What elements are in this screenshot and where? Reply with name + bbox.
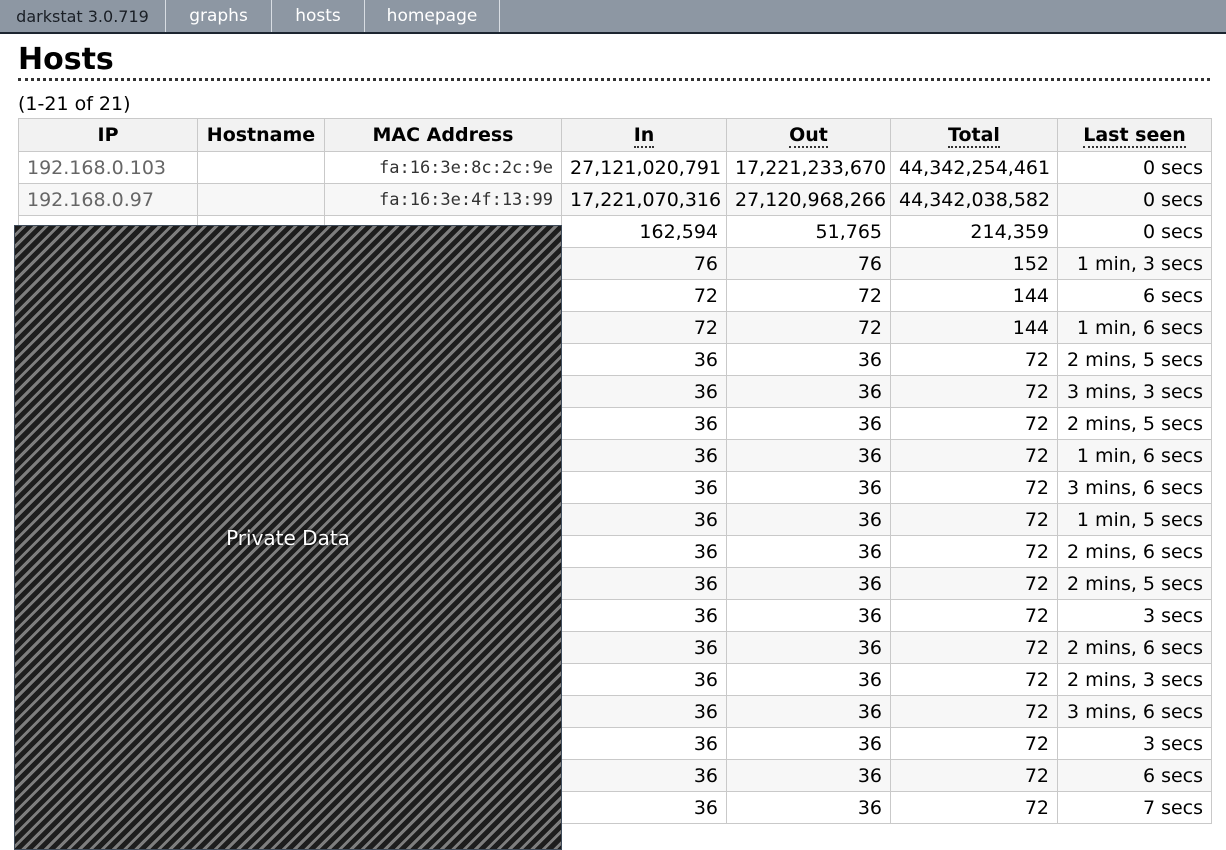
cell-last-seen: 3 mins, 3 secs: [1058, 376, 1212, 408]
cell-total: 72: [891, 760, 1058, 792]
nav-graphs-link[interactable]: graphs: [166, 0, 272, 32]
cell-total: 152: [891, 248, 1058, 280]
cell-last-seen: 0 secs: [1058, 216, 1212, 248]
cell-total: 72: [891, 376, 1058, 408]
cell-in: 36: [562, 760, 727, 792]
cell-last-seen: 6 secs: [1058, 760, 1212, 792]
cell-last-seen: 0 secs: [1058, 184, 1212, 216]
cell-total: 72: [891, 408, 1058, 440]
cell-in: 72: [562, 312, 727, 344]
cell-last-seen: 2 mins, 3 secs: [1058, 664, 1212, 696]
cell-total: 44,342,254,461: [891, 152, 1058, 184]
cell-last-seen: 2 mins, 5 secs: [1058, 344, 1212, 376]
cell-ip[interactable]: 192.168.0.97: [19, 184, 198, 216]
cell-in: 72: [562, 280, 727, 312]
cell-total: 214,359: [891, 216, 1058, 248]
redaction-label: Private Data: [226, 525, 350, 550]
title-divider: [18, 78, 1210, 81]
cell-last-seen: 7 secs: [1058, 792, 1212, 824]
column-header-last-seen: Last seen: [1083, 124, 1186, 146]
cell-out: 36: [727, 664, 891, 696]
cell-out: 36: [727, 728, 891, 760]
cell-out: 76: [727, 248, 891, 280]
column-header-total: Total: [948, 124, 1000, 146]
sort-by-last-seen-link[interactable]: [1058, 119, 1212, 152]
sort-by-out-link[interactable]: [727, 119, 891, 152]
cell-in: 17,221,070,316: [562, 184, 727, 216]
cell-out: 36: [727, 376, 891, 408]
cell-last-seen: 3 secs: [1058, 600, 1212, 632]
cell-in: 36: [562, 728, 727, 760]
cell-last-seen: 2 mins, 6 secs: [1058, 632, 1212, 664]
cell-in: 36: [562, 536, 727, 568]
cell-in: 162,594: [562, 216, 727, 248]
top-nav-bar: [0, 0, 1226, 34]
cell-in: 27,121,020,791: [562, 152, 727, 184]
nav-homepage-link[interactable]: homepage: [365, 0, 500, 32]
cell-last-seen: 3 mins, 6 secs: [1058, 472, 1212, 504]
cell-total: 72: [891, 472, 1058, 504]
table-row: [19, 152, 1212, 184]
cell-total: 72: [891, 440, 1058, 472]
cell-out: 72: [727, 280, 891, 312]
cell-out: 36: [727, 440, 891, 472]
cell-in: 36: [562, 440, 727, 472]
cell-last-seen: 1 min, 6 secs: [1058, 440, 1212, 472]
cell-out: 72: [727, 312, 891, 344]
cell-out: 36: [727, 568, 891, 600]
sort-by-in-link[interactable]: [562, 119, 727, 152]
cell-total: 72: [891, 344, 1058, 376]
cell-in: 36: [562, 472, 727, 504]
cell-out: 36: [727, 472, 891, 504]
cell-total: 72: [891, 536, 1058, 568]
cell-last-seen: 1 min, 3 secs: [1058, 248, 1212, 280]
cell-last-seen: 2 mins, 5 secs: [1058, 568, 1212, 600]
column-header-in: In: [633, 124, 655, 146]
cell-out: 27,120,968,266: [727, 184, 891, 216]
cell-last-seen: 3 secs: [1058, 728, 1212, 760]
cell-last-seen: 2 mins, 6 secs: [1058, 536, 1212, 568]
cell-last-seen: 3 mins, 6 secs: [1058, 696, 1212, 728]
cell-in: 36: [562, 408, 727, 440]
column-header-out: Out: [789, 124, 828, 146]
cell-mac: fa:16:3e:8c:2c:9e: [325, 152, 562, 184]
cell-in: 36: [562, 600, 727, 632]
cell-last-seen: 1 min, 5 secs: [1058, 504, 1212, 536]
column-header-mac: MAC Address: [325, 119, 562, 152]
cell-total: 144: [891, 312, 1058, 344]
cell-out: 36: [727, 504, 891, 536]
column-header-hostname: Hostname: [198, 119, 325, 152]
cell-total: 144: [891, 280, 1058, 312]
cell-out: 36: [727, 792, 891, 824]
cell-in: 36: [562, 664, 727, 696]
cell-in: 36: [562, 376, 727, 408]
table-header-row: [19, 119, 1212, 152]
page-title: Hosts: [18, 42, 114, 77]
cell-last-seen: 6 secs: [1058, 280, 1212, 312]
cell-in: 36: [562, 344, 727, 376]
cell-total: 72: [891, 568, 1058, 600]
cell-out: 36: [727, 632, 891, 664]
nav-brand-link[interactable]: darkstat 3.0.719: [0, 0, 166, 32]
cell-last-seen: 1 min, 6 secs: [1058, 312, 1212, 344]
cell-total: 72: [891, 696, 1058, 728]
cell-out: 36: [727, 696, 891, 728]
cell-in: 36: [562, 696, 727, 728]
cell-in: 36: [562, 504, 727, 536]
cell-total: 72: [891, 792, 1058, 824]
cell-total: 72: [891, 728, 1058, 760]
sort-by-total-link[interactable]: [891, 119, 1058, 152]
cell-out: 36: [727, 344, 891, 376]
cell-out: 17,221,233,670: [727, 152, 891, 184]
cell-total: 72: [891, 600, 1058, 632]
cell-hostname: [198, 152, 325, 184]
cell-in: 36: [562, 568, 727, 600]
cell-out: 36: [727, 760, 891, 792]
cell-hostname: [198, 184, 325, 216]
cell-mac: fa:16:3e:4f:13:99: [325, 184, 562, 216]
cell-ip[interactable]: 192.168.0.103: [19, 152, 198, 184]
cell-last-seen: 0 secs: [1058, 152, 1212, 184]
cell-total: 44,342,038,582: [891, 184, 1058, 216]
cell-out: 36: [727, 600, 891, 632]
cell-total: 72: [891, 632, 1058, 664]
cell-last-seen: 2 mins, 5 secs: [1058, 408, 1212, 440]
cell-in: 36: [562, 792, 727, 824]
cell-total: 72: [891, 664, 1058, 696]
cell-in: 36: [562, 632, 727, 664]
cell-in: 76: [562, 248, 727, 280]
cell-out: 51,765: [727, 216, 891, 248]
results-range: (1-21 of 21): [18, 93, 131, 115]
cell-out: 36: [727, 536, 891, 568]
cell-out: 36: [727, 408, 891, 440]
column-header-ip: IP: [19, 119, 198, 152]
cell-total: 72: [891, 504, 1058, 536]
nav-hosts-link[interactable]: hosts: [272, 0, 365, 32]
private-data-redaction: [14, 225, 562, 850]
table-row: [19, 184, 1212, 216]
